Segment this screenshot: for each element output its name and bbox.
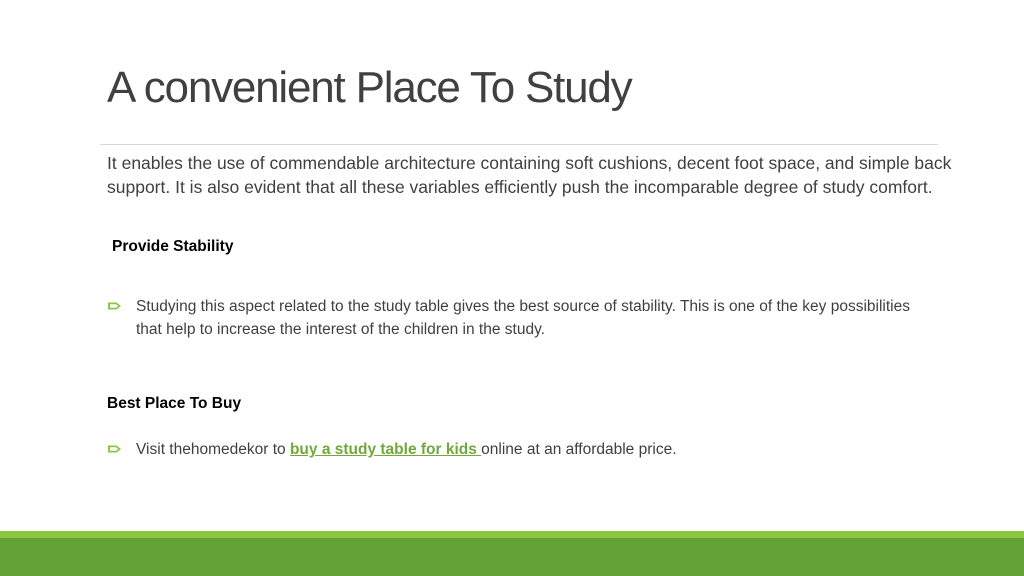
footer-band-dark	[0, 538, 1024, 576]
slide-title: A convenient Place To Study	[107, 63, 632, 112]
buy-study-table-link[interactable]: buy a study table for kids	[289, 441, 482, 458]
bullet-prefix: Visit thehomedekor to	[136, 441, 290, 458]
arrow-bullet-icon	[108, 301, 122, 311]
bullet-item-stability	[108, 295, 938, 341]
footer-band-light	[0, 531, 1024, 538]
bullet-text: Studying this aspect related to the study table gives the best source of stability. This is one of the key possibilities that help to increase the interest of the children in the study.	[136, 298, 910, 338]
arrow-bullet-icon	[108, 444, 122, 454]
bullet-suffix: online at an affordable price.	[481, 441, 677, 458]
section-heading-buy: Best Place To Buy	[107, 395, 242, 412]
intro-paragraph: It enables the use of commendable architecture containing soft cushions, decent foot space, and simple back support. It is also evident that all these variables efficiently push the incomparable degree of study comfort.	[107, 153, 952, 197]
section-heading-stability: Provide Stability	[112, 238, 234, 255]
title-divider	[100, 144, 938, 145]
bullet-item-buy	[108, 438, 938, 461]
bullet-text	[108, 438, 938, 461]
